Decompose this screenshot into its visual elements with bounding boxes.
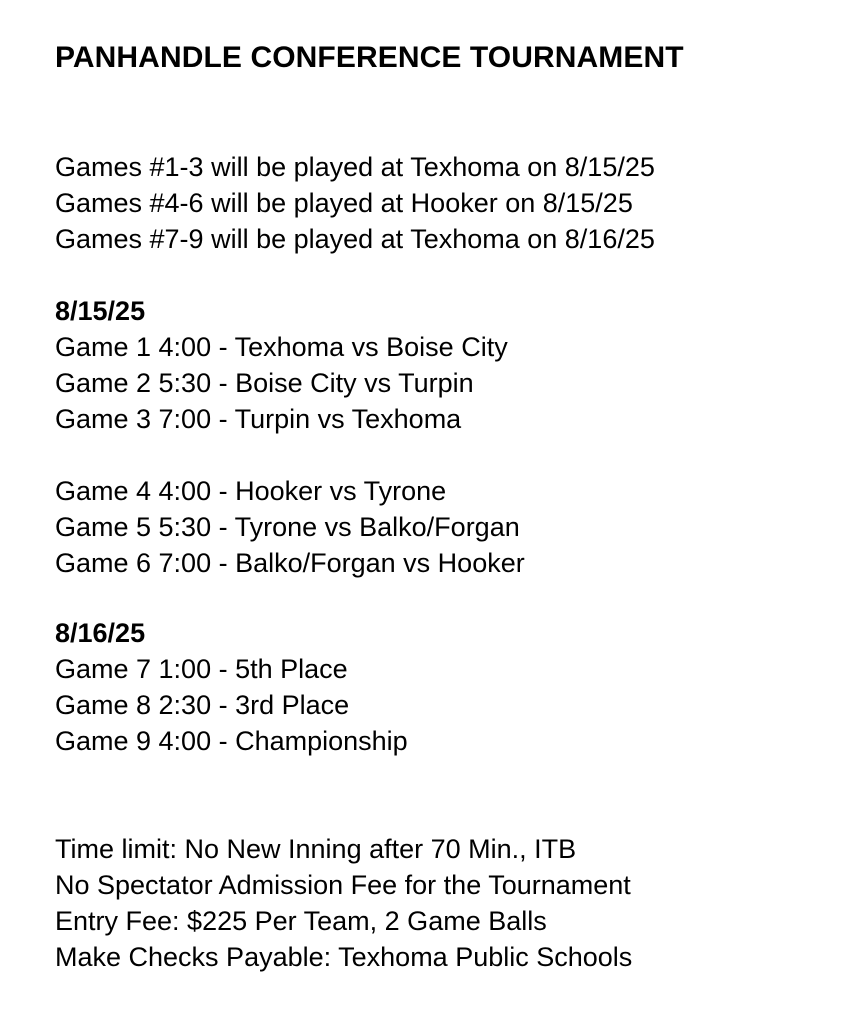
note-line: Make Checks Payable: Texhoma Public Schools	[55, 942, 633, 972]
venue-list	[55, 149, 655, 257]
game-line: Game 1 4:00 - Texhoma vs Boise City	[55, 332, 508, 362]
venue-line: Games #4-6 will be played at Hooker on 8/15/25	[55, 188, 633, 218]
day2-games	[55, 651, 408, 759]
game-line: Game 8 2:30 - 3rd Place	[55, 690, 350, 720]
game-line: Game 2 5:30 - Boise City vs Turpin	[55, 368, 474, 398]
game-line: Game 5 5:30 - Tyrone vs Balko/Forgan	[55, 512, 520, 542]
game-line: Game 4 4:00 - Hooker vs Tyrone	[55, 476, 447, 506]
game-line: Game 6 7:00 - Balko/Forgan vs Hooker	[55, 548, 525, 578]
day1-date-heading: 8/15/25	[55, 296, 146, 326]
day1-texhoma-games	[55, 329, 508, 437]
game-line: Game 9 4:00 - Championship	[55, 726, 408, 756]
venue-line: Games #7-9 will be played at Texhoma on 8/16/25	[55, 224, 655, 254]
page-title: PANHANDLE CONFERENCE TOURNAMENT	[55, 41, 684, 74]
day1-hooker-games	[55, 473, 525, 581]
game-line: Game 7 1:00 - 5th Place	[55, 654, 348, 684]
note-line: Entry Fee: $225 Per Team, 2 Game Balls	[55, 906, 547, 936]
note-line: Time limit: No New Inning after 70 Min., ITB	[55, 834, 577, 864]
tournament-notes	[55, 831, 632, 975]
note-line: No Spectator Admission Fee for the Tournament	[55, 870, 631, 900]
day2-date-heading: 8/16/25	[55, 618, 146, 648]
game-line: Game 3 7:00 - Turpin vs Texhoma	[55, 404, 462, 434]
venue-line: Games #1-3 will be played at Texhoma on 8/15/25	[55, 152, 655, 182]
